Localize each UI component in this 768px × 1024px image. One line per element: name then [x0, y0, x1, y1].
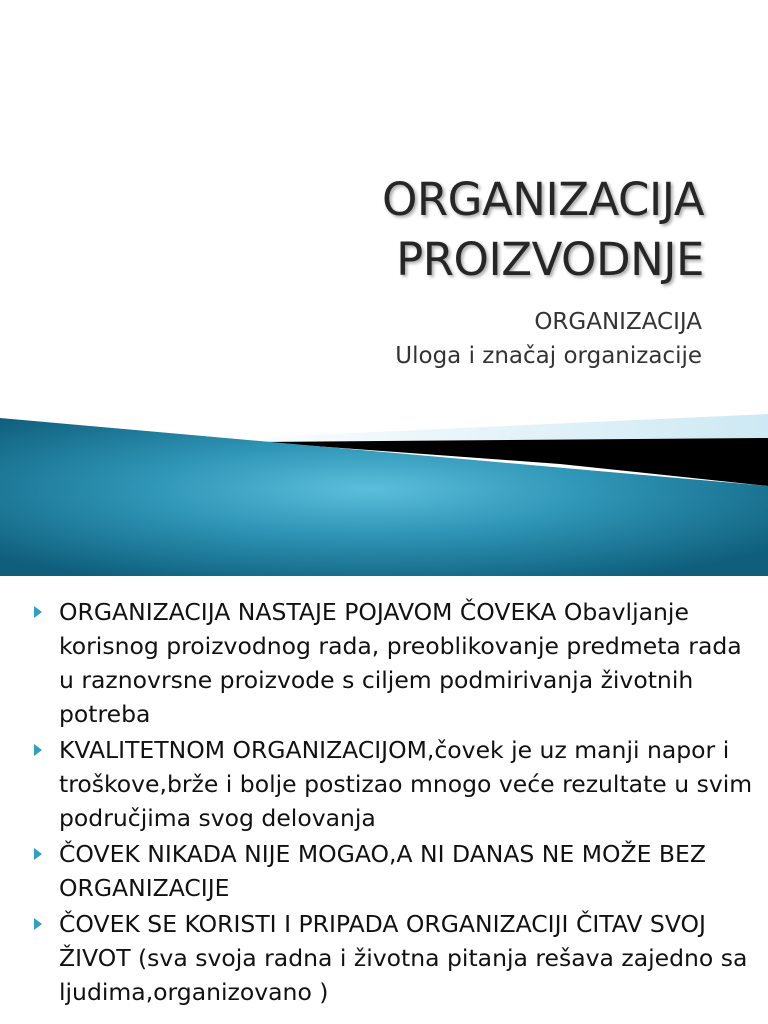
bullet-text: ČOVEK NIKADA NIJE MOGAO,A NI DANAS NE MOŽE BEZ ORGANIZACIJE [59, 840, 706, 902]
slide-subtitle-line-1: ORGANIZACIJA [534, 309, 702, 335]
decorative-wave-band [0, 400, 768, 576]
bullet-list [34, 595, 764, 1011]
slide-title-line-2: PROIZVODNJE [396, 233, 704, 286]
slide-subtitle-line-2: Uloga i značaj organizacije [395, 343, 702, 369]
bullet-arrow-icon [34, 848, 42, 860]
list-item [34, 733, 764, 835]
bullet-arrow-icon [34, 606, 42, 618]
bullet-arrow-icon [34, 918, 42, 930]
slide-title [382, 170, 704, 290]
bullet-arrow-icon [34, 744, 42, 756]
slide-subtitle [395, 305, 702, 373]
content-slide [0, 576, 768, 1024]
slide-title-line-1: ORGANIZACIJA [381, 173, 704, 226]
bullet-text: KVALITETNOM ORGANIZACIJOM,čovek je uz manji napor i troškove,brže i bolje postizao mnogo veće rezultate u svim područjima svog delovanja [59, 736, 753, 832]
bullet-text: ORGANIZACIJA NASTAJE POJAVOM ČOVEKA Obavljanje korisnog proizvodnog rada, preoblikovanje predmeta rada u raznovrsne proizvode s ciljem podmirivanja životnih potreba [59, 598, 742, 728]
list-item [34, 837, 764, 905]
bullet-text: ČOVEK SE KORISTI I PRIPADA ORGANIZACIJI ČITAV SVOJ ŽIVOT (sva svoja radna i životna pitanja rešava zajedno sa ljudima,organizovano ) [59, 910, 748, 1006]
list-item [34, 907, 764, 1009]
list-item [34, 595, 764, 731]
